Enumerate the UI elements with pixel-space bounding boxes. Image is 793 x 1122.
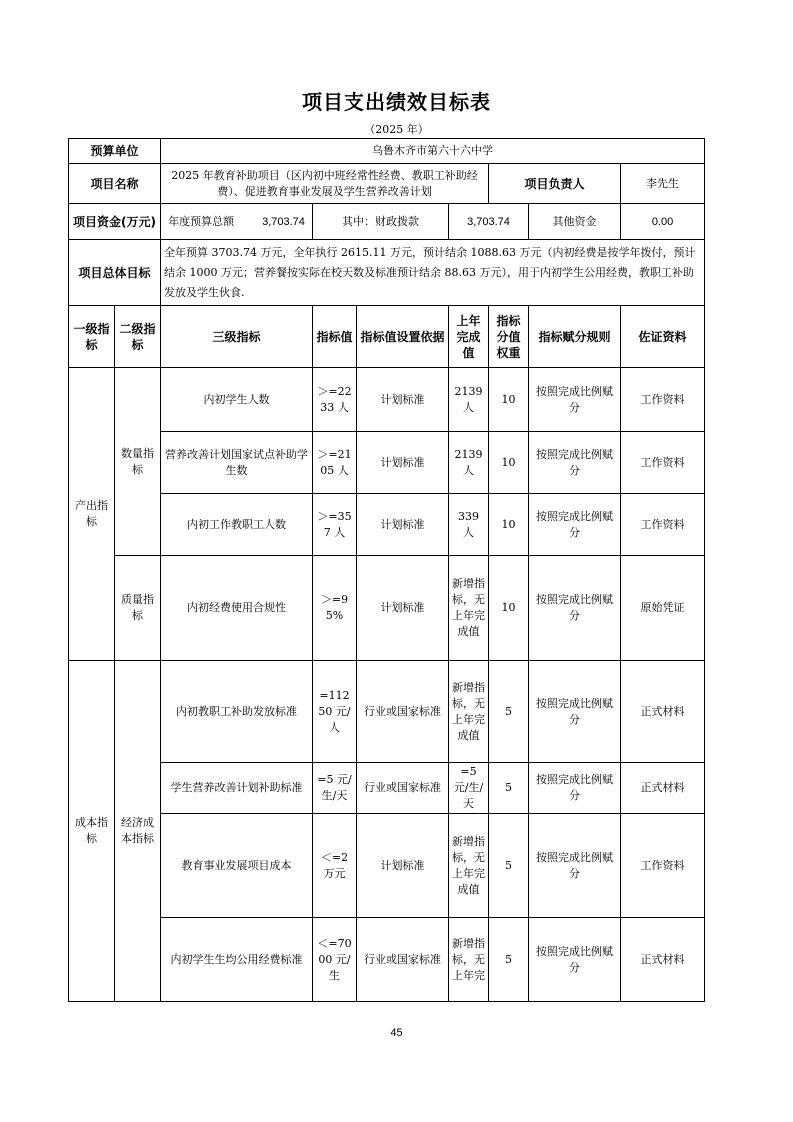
table-row [69, 494, 705, 556]
fiscal-label: 其中：财政拨款 [313, 204, 449, 240]
indicator-basis: 行业或国家标准 [357, 918, 449, 1002]
indicator-value: =5 元/生/天 [313, 763, 357, 814]
indicator-rule: 按照完成比例赋分 [529, 368, 621, 432]
annual-budget-value: 3,703.74 [262, 215, 305, 228]
indicator-value: ＞=357 人 [313, 494, 357, 556]
indicator-last-year: 新增指标，无上年完成值 [449, 814, 489, 918]
indicator-last-year: 新增指标，无上年完 [449, 918, 489, 1002]
indicator-evidence: 工作资料 [621, 368, 705, 432]
indicator-value: ＜=7000 元/生 [313, 918, 357, 1002]
table-row [69, 556, 705, 661]
indicator-rule: 按照完成比例赋分 [529, 918, 621, 1002]
indicator-weight: 10 [489, 368, 529, 432]
indicator-evidence: 正式材料 [621, 763, 705, 814]
annual-budget-label-text: 年度预算总额 [168, 214, 235, 228]
table-row [69, 918, 705, 1002]
indicator-last-year: 新增指标，无上年完成值 [449, 661, 489, 763]
indicator-rule: 按照完成比例赋分 [529, 763, 621, 814]
indicator-basis: 行业或国家标准 [357, 763, 449, 814]
year-label: （2025 年） [364, 123, 429, 136]
page-title: 项目支出绩效目标表 [302, 90, 491, 114]
indicator-basis: 计划标准 [357, 494, 449, 556]
indicator-name: 内初学生人数 [161, 368, 313, 432]
indicator-rule: 按照完成比例赋分 [529, 661, 621, 763]
group-quantity: 数量指标 [115, 368, 161, 556]
page-number: 45 [390, 1027, 403, 1039]
performance-table [68, 138, 705, 1002]
group-quality: 质量指标 [115, 556, 161, 661]
group-output: 产出指标 [69, 368, 115, 661]
header-last-year: 上年完成值 [449, 306, 489, 368]
table-row [69, 814, 705, 918]
indicator-rule: 按照完成比例赋分 [529, 432, 621, 494]
indicator-value: ＞=2105 人 [313, 432, 357, 494]
header-level1: 一级指标 [69, 306, 115, 368]
header-rule: 指标赋分规则 [529, 306, 621, 368]
unit-label: 预算单位 [69, 139, 161, 164]
indicator-name: 内初教职工补助发放标准 [161, 661, 313, 763]
indicator-evidence: 正式材料 [621, 918, 705, 1002]
indicator-evidence: 工作资料 [621, 494, 705, 556]
indicator-evidence: 工作资料 [621, 432, 705, 494]
indicator-rule: 按照完成比例赋分 [529, 814, 621, 918]
indicator-value: ＞=95% [313, 556, 357, 661]
table-row [69, 432, 705, 494]
indicator-rule: 按照完成比例赋分 [529, 556, 621, 661]
indicator-weight: 10 [489, 556, 529, 661]
other-fund-value: 0.00 [621, 204, 705, 240]
header-level3: 三级指标 [161, 306, 313, 368]
table-row [69, 763, 705, 814]
project-name-label: 项目名称 [69, 164, 161, 204]
header-value: 指标值 [313, 306, 357, 368]
fund-label: 项目资金(万元) [69, 204, 161, 240]
indicator-weight: 5 [489, 763, 529, 814]
indicator-last-year: 339 人 [449, 494, 489, 556]
header-basis: 指标值设置依据 [357, 306, 449, 368]
fiscal-value: 3,703.74 [449, 204, 529, 240]
indicator-basis: 计划标准 [357, 814, 449, 918]
indicator-name: 教育事业发展项目成本 [161, 814, 313, 918]
other-fund-label: 其他资金 [529, 204, 621, 240]
indicator-name: 内初经费使用合规性 [161, 556, 313, 661]
project-leader-label: 项目负责人 [489, 164, 621, 204]
indicator-value: =11250 元/人 [313, 661, 357, 763]
group-economic-cost: 经济成本指标 [115, 661, 161, 1002]
indicator-evidence: 工作资料 [621, 814, 705, 918]
indicator-weight: 10 [489, 432, 529, 494]
indicator-basis: 计划标准 [357, 368, 449, 432]
indicator-last-year: =5 元/生/天 [449, 763, 489, 814]
indicator-name: 内初工作教职工人数 [161, 494, 313, 556]
indicator-last-year: 新增指标，无上年完成值 [449, 556, 489, 661]
indicator-weight: 5 [489, 918, 529, 1002]
indicator-name: 营养改善计划国家试点补助学生数 [161, 432, 313, 494]
table-row [69, 368, 705, 432]
indicator-last-year: 2139 人 [449, 432, 489, 494]
header-evidence: 佐证资料 [621, 306, 705, 368]
indicator-value: ＞=2233 人 [313, 368, 357, 432]
table-row [69, 661, 705, 763]
header-weight: 指标分值权重 [489, 306, 529, 368]
indicator-value: ＜=2 万元 [313, 814, 357, 918]
indicator-basis: 行业或国家标准 [357, 661, 449, 763]
indicator-weight: 5 [489, 814, 529, 918]
indicator-basis: 计划标准 [357, 432, 449, 494]
header-level2: 二级指标 [115, 306, 161, 368]
project-name-value: 2025 年教育补助项目（区内初中班经常性经费、教职工补助经费）、促进教育事业发展及学生营养改善计划 [161, 164, 489, 204]
indicator-evidence: 原始凭证 [621, 556, 705, 661]
indicator-weight: 10 [489, 494, 529, 556]
indicator-weight: 5 [489, 661, 529, 763]
indicator-last-year: 2139 人 [449, 368, 489, 432]
group-cost: 成本指标 [69, 661, 115, 1002]
indicator-name: 学生营养改善计划补助标准 [161, 763, 313, 814]
annual-budget-label [161, 204, 313, 240]
overall-goal-value: 全年预算 3703.74 万元，全年执行 2615.11 万元，预计结余 1088.63 万元（内初经费是按学年拨付，预计结余 1000 万元；营养餐按实际在校天数及标准预计结余 88.63 万元），用于内初学生公用经费，教职工补助发放及学生伙食. [161, 240, 705, 306]
indicator-basis: 计划标准 [357, 556, 449, 661]
overall-goal-label: 项目总体目标 [69, 240, 161, 306]
indicator-evidence: 正式材料 [621, 661, 705, 763]
unit-value: 乌鲁木齐市第六十六中学 [161, 139, 705, 164]
indicator-name: 内初学生生均公用经费标准 [161, 918, 313, 1002]
project-leader-value: 李先生 [621, 164, 705, 204]
indicator-rule: 按照完成比例赋分 [529, 494, 621, 556]
